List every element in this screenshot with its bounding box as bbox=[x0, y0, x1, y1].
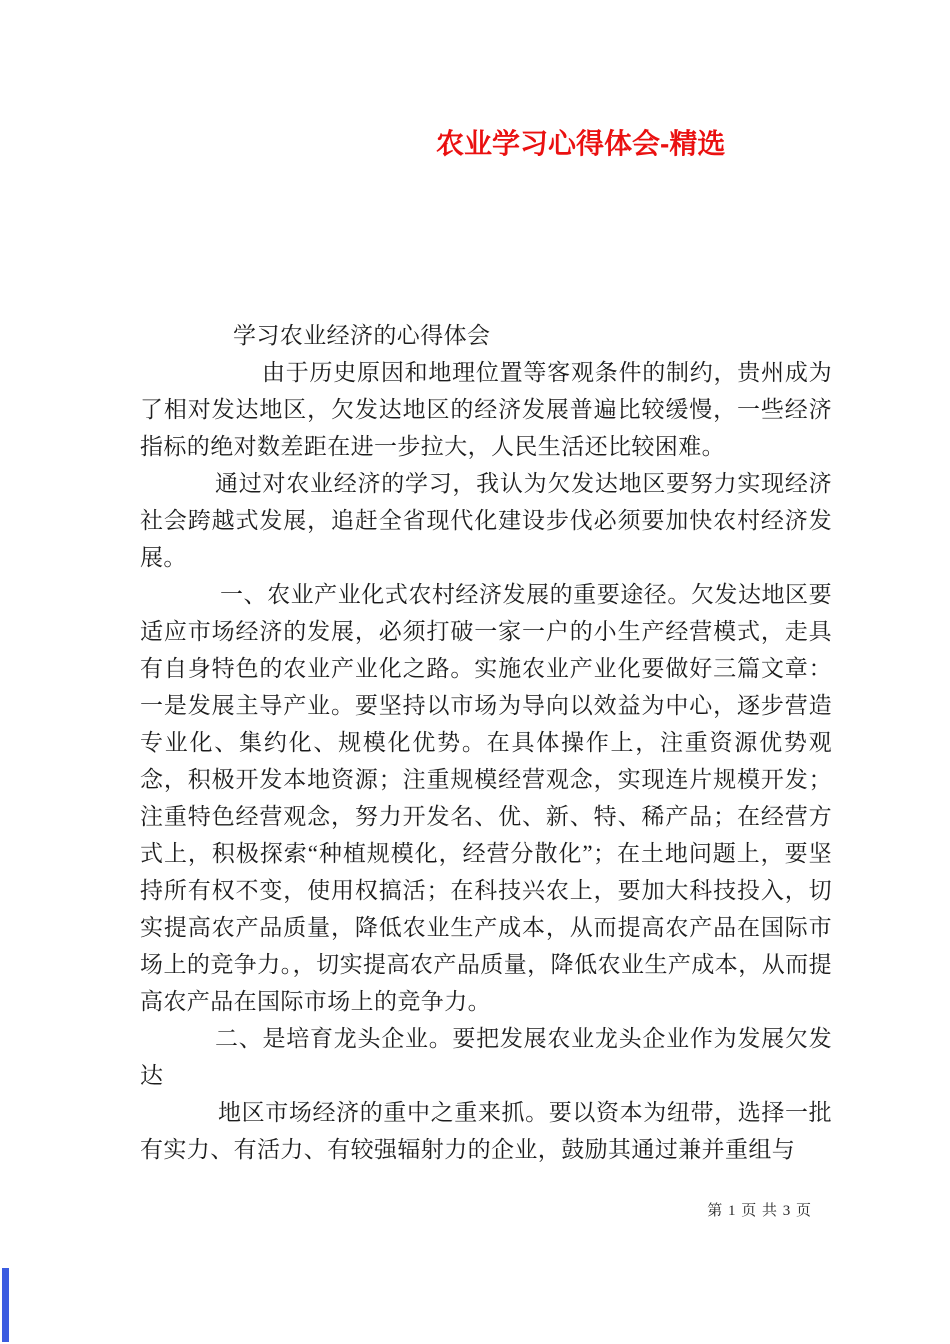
page-number-indicator: 第 1 页 共 3 页 bbox=[707, 1203, 812, 1219]
document-title: 农业学习心得体会-精选 bbox=[436, 128, 726, 159]
paragraph-4: 一、农业产业化式农村经济发展的重要途径。欠发达地区要适应市场经济的发展，必须打破一家一户的小生产经营模式，走具有自身特色的农业产业化之路。实施农业产业化要做好三篇文章：一是发展主导产业。要坚持以市场为导向以效益为中心，逐步营造专业化、集约化、规模化优势。在具体操作上，注重资源优势观念，积极开发本地资源；注重规模经营观念，实现连片规模开发；注重特色经营观念，努力开发名、优、新、特、稀产品；在经营方式上，积极探索“种植规模化，经营分散化”；在土地问题上，要坚持所有权不变，使用权搞活；在科技兴农上，要加大科技投入，切实提高农产品质量，降低农业生产成本，从而提高农产品在国际市场上的竞争力。，切实提高农产品质量，降低农业生产成本，从而提高农产品在国际市场上的竞争力。 bbox=[140, 582, 832, 1014]
paragraph-6: 地区市场经济的重中之重来抓。要以资本为纽带，选择一批有实力、有活力、有较强辐射力的企业，鼓励其通过兼并重组与 bbox=[140, 1100, 832, 1162]
blue-artifact-bar bbox=[2, 1268, 9, 1342]
document-body bbox=[140, 317, 832, 1168]
paragraph-1: 学习农业经济的心得体会 bbox=[233, 323, 491, 348]
paragraph-5: 二、是培育龙头企业。要把发展农业龙头企业作为发展欠发达 bbox=[140, 1026, 832, 1088]
paragraph-2: 由于历史原因和地理位置等客观条件的制约，贵州成为了相对发达地区，欠发达地区的经济发展普遍比较缓慢，一些经济指标的绝对数差距在进一步拉大，人民生活还比较困难。 bbox=[140, 360, 832, 459]
paragraph-3: 通过对农业经济的学习，我认为欠发达地区要努力实现经济社会跨越式发展，追赶全省现代化建设步伐必须要加快农村经济发展。 bbox=[140, 471, 832, 570]
